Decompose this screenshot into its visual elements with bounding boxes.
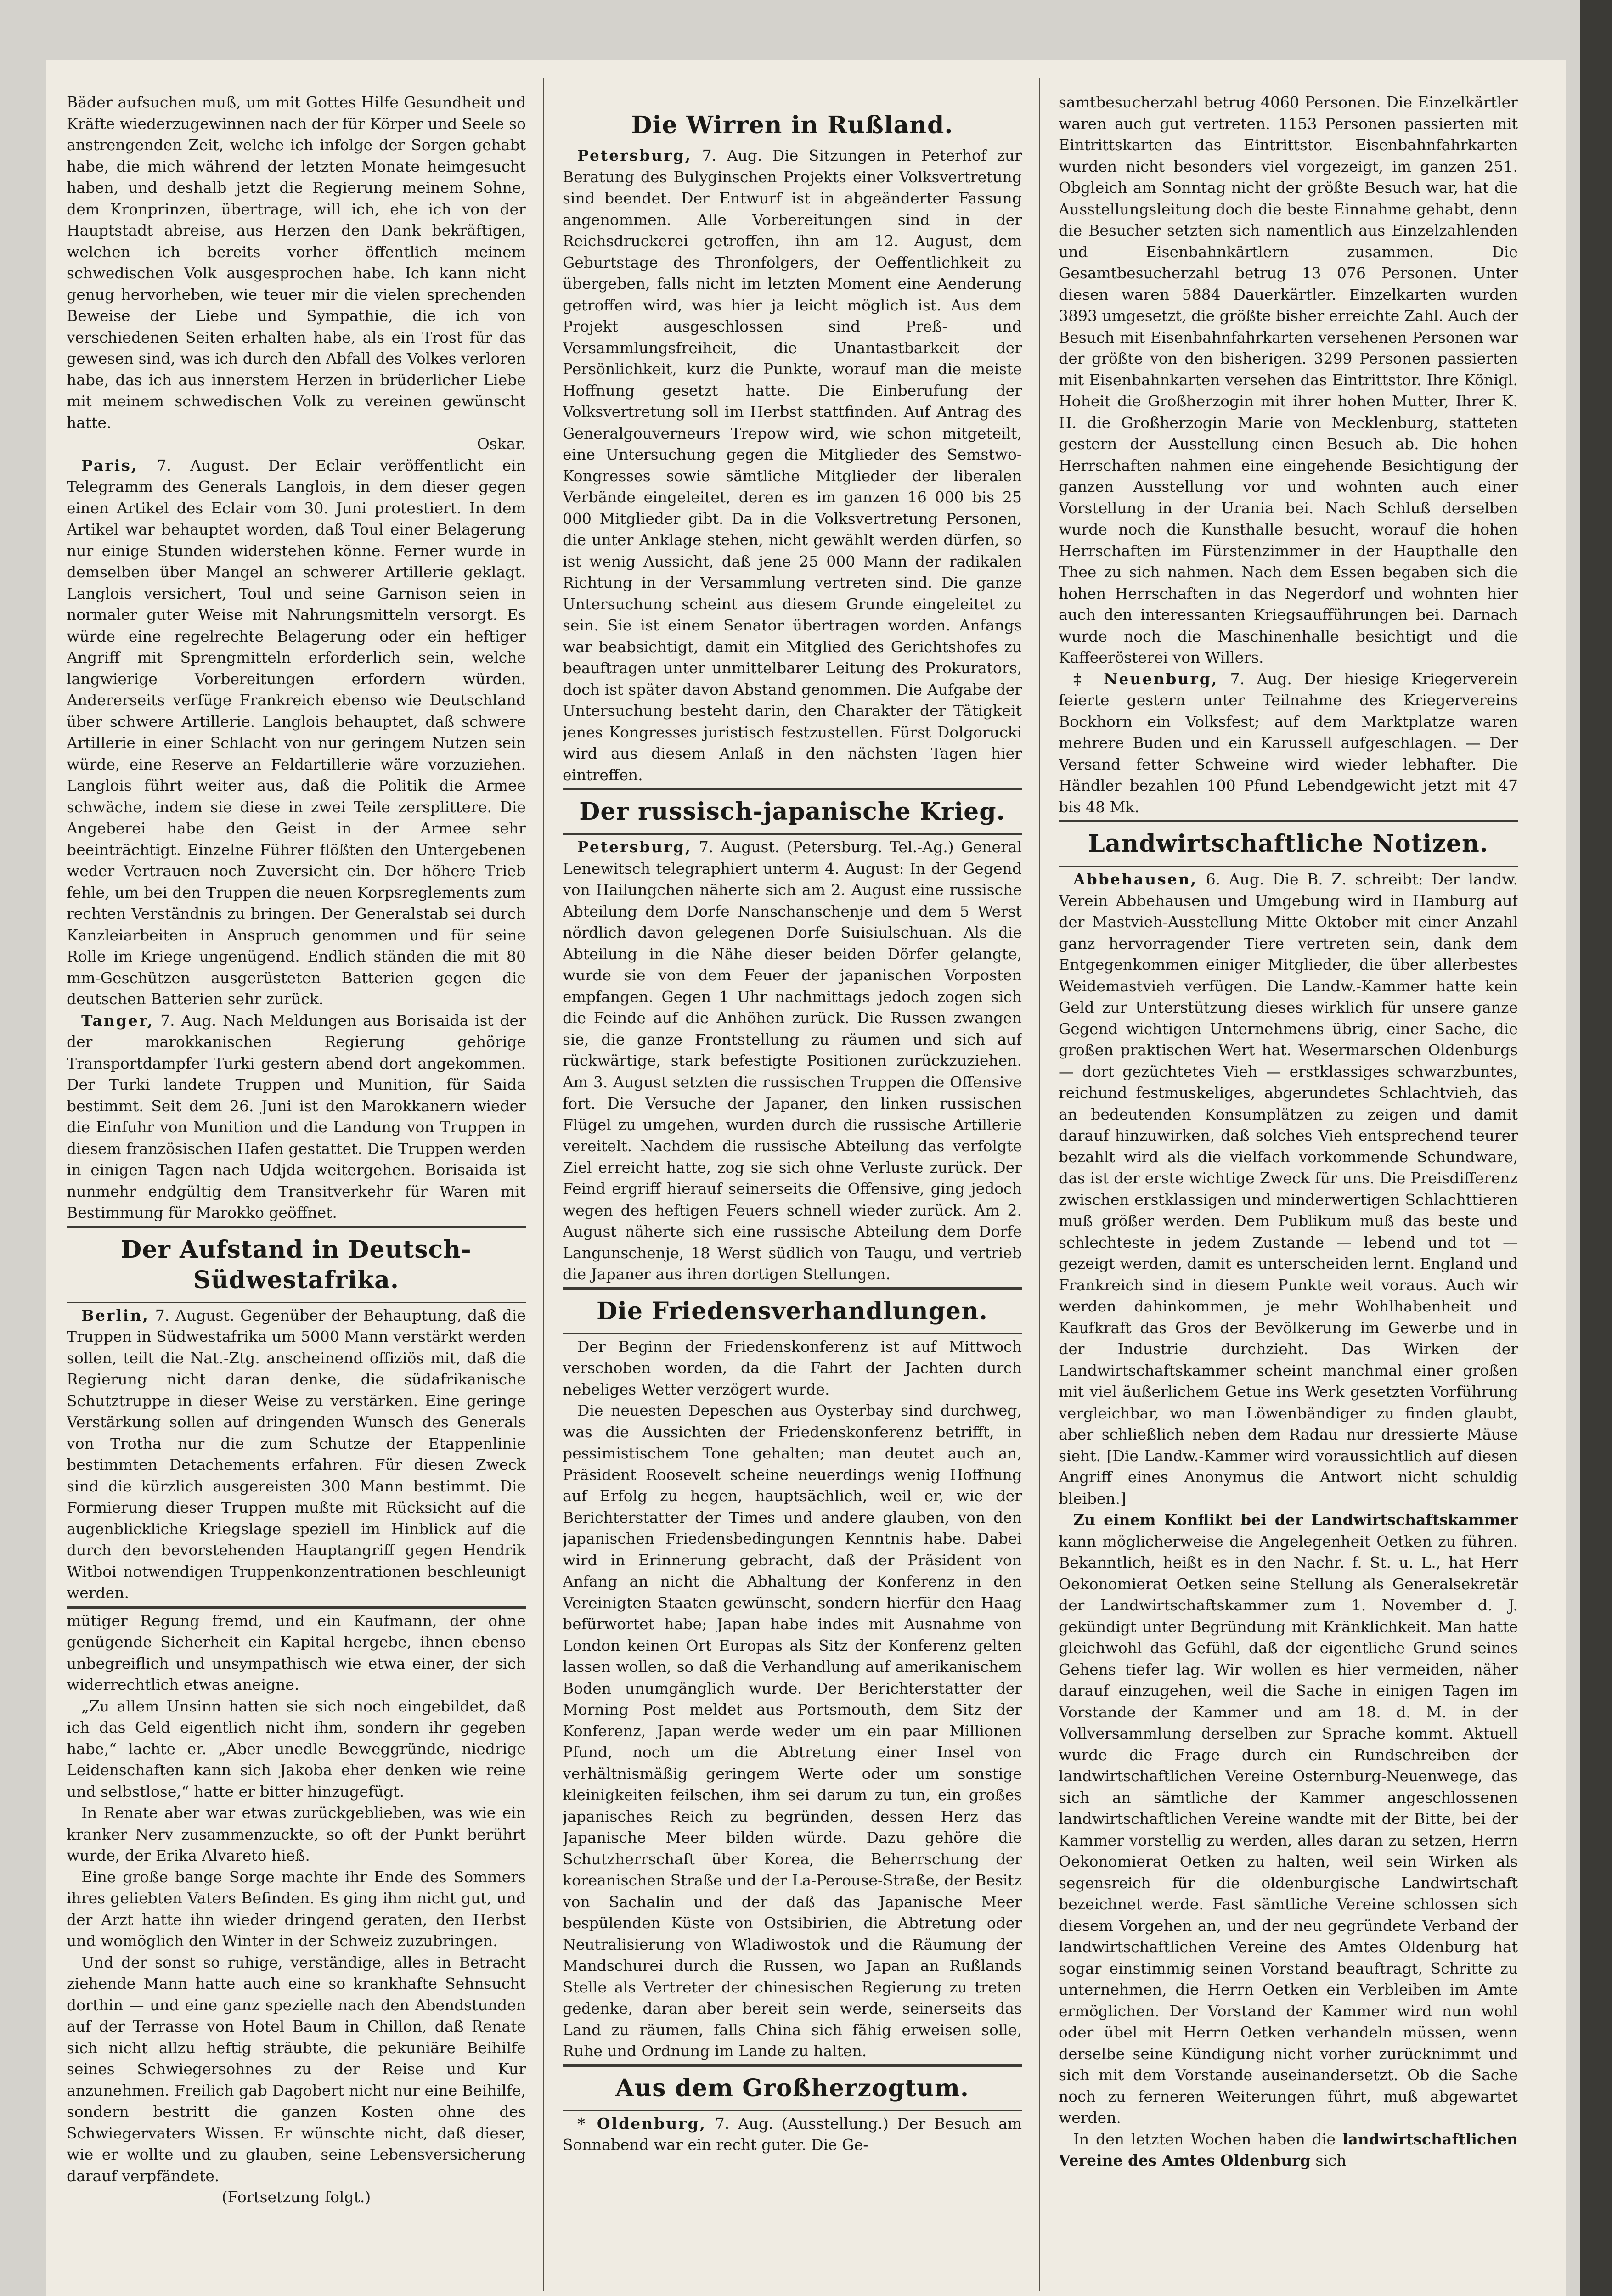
article-paragraph [67, 455, 526, 1010]
section-heading: Die Wirren in Rußland. [631, 111, 953, 139]
feuilleton-paragraph: Und der sonst so ruhige, verständige, alles in Betracht ziehende Mann hatte auch eine so krankhafte Sehnsucht dorthin — und eine ganz spezielle nach den Abendstunden auf der Terrasse von Hotel Baum in Chillon, daß Renate sich nicht allzu heftig sträubte, die pekuniäre Beihilfe seines Schwiegersohnes zu der Reise und Kur anzunehmen. Freilich gab Dagobert nicht nur eine Beihilfe, sondern bestritt die ganzen Kosten ohne des Schwiegervaters Wissen. Er wünschte nicht, daß dieser, wie er wollte und zu glauben, seine Lebensversicherung darauf verpfändete. [67, 1953, 526, 2185]
continuation-note: (Fortsetzung folgt.) [221, 2188, 371, 2206]
article-paragraph [563, 837, 1022, 1285]
dateline-place: Abbehausen, [1073, 870, 1198, 888]
section-heading: Der russisch-japanische Krieg. [579, 798, 1005, 826]
signature: Oskar. [477, 435, 526, 453]
article-text: In den letzten Wochen haben die [1073, 2130, 1336, 2148]
article-paragraph: Bäder aufsuchen muß, um mit Gottes Hilfe Gesundheit und Kräfte wiederzugewinnen nach der für Körper und Seele so anstrengenden Zeit, welche ich infolge der Sorgen gehabt habe, die mich während der letzten Monate heimgesucht haben, und deshalb jetzt die Regierung meinem Sohne, dem Kronprinzen, übertrage, will ich, ehe ich von der Hauptstadt abreise, aus Herzen den Dank bekräftigen, welchen ich bereits vorher öffentlich meinem schwedischen Volk ausgesprochen habe. Ich kann nicht genug hervorheben, wie teuer mir die vielen sprechenden Beweise der Liebe und Sympathie, die ich von verschiedenen Seiten erhalten habe, als ein Trost für das gewesen sind, was ich durch den Abfall des Volkes verloren habe, das ich aus innerstem Herzen in brüderlicher Liebe mit meinem schwedischen Volk zu vereinen gewünscht hatte. [67, 93, 526, 432]
dateline-place: Berlin, [81, 1306, 149, 1324]
article-paragraph: samtbesucherzahl betrug 4060 Personen. Die Einzelkärtler waren auch gut vertreten. 1153 Personen passierten mit Eintrittskarten das Eintrittstor. Eisenbahnfahrkarten wurden nicht besonders viel vorgezeigt, im ganzen 251. Obgleich am Sonntag nicht der größte Besuch war, hat die Ausstellungsleitung doch die beste Einnahme gehabt, denn die Besucher setzten sich namentlich aus Einzelzahlenden und Eisenbahnkärtlern zusammen. Die Gesamtbesucherzahl betrug 13 076 Personen. Unter diesen waren 5884 Dauerkärtler. Einzelkarten wurden 3893 umgesetzt, die größte bisher erreichte Zahl. Auch der Besuch mit Eisenbahnfahrkarten versehenen Personen war der größte von den bisherigen. 3299 Personen passierten mit Eisenbahnkarten versehen das Eintrittstor. Ihre Königl. Hoheit die Großherzogin mit ihrer hohen Mutter, Ihrer K. H. die Großherzogin Marie von Mecklenburg, statteten gestern der Ausstellung einen Besuch ab. Die hohen Herrschaften nahmen eine eingehende Besichtigung der ganzen Ausstellung vor und wohnten auch einer Vorstellung in der Urania bei. Nach Schluß derselben wurde noch die Kunsthalle besucht, worauf die hohen Herrschaften im Fürstenzimmer in der Haupthalle den Thee zu sich nahmen. Nach dem Essen begaben sich die hohen Herrschaften in das Negerdorf und wohnten hier auch den interessanten Kriegsaufführungen bei. Darnach wurde noch die Maschinenhalle besichtigt und die Kaffeerösterei von Willers. [1059, 93, 1518, 666]
section-rule [563, 1287, 1022, 1290]
section-rule [563, 1333, 1022, 1334]
dateline-text: 7. August. Gegenüber der Behauptung, daß die Truppen in Südwestafrika um 5000 Mann verstärkt werden sollen, teilt die Nat.-Ztg. anscheinend offiziös mit, daß die Regierung nicht daran denke, die südafrikanische Schutztruppe in dieser Weise zu verstärken. Eine geringe Verstärkung sollen auf dringenden Wunsch des Generals von Trotha nur die zum Schutze der Etappenlinie bestimmten Detachements erfahren. Für diesen Zweck sind die kürzlich ausgereisten 300 Mann bestimmt. Die Formierung dieser Truppen mußte mit Rücksicht auf die augenblickliche Kriegslage speziell im Hinblick auf die durch den bevorstehenden Hauptangriff gegen Hendrik Witboi notwendigen Truppenkonzentrationen beschleunigt werden. [67, 1306, 526, 1602]
section-rule [563, 788, 1022, 790]
feuilleton-paragraph: Eine große bange Sorge machte ihr Ende des Sommers ihres geliebten Vaters Befinden. Es ging ihm nicht gut, und der Arzt hatte ihn wieder dringend geraten, den Herbst und womöglich den Winter in der Schweiz zuzubringen. [67, 1868, 526, 1950]
article-paragraph: Der Beginn der Friedenskonferenz ist auf Mittwoch verschoben worden, da die Fahrt der Jachten durch nebeliges Wetter verzögert wurde. [563, 1337, 1022, 1398]
dateline-text: 7. Aug. (Ausstellung.) Der Besuch am Sonnabend war ein recht guter. Die Ge- [563, 2114, 1022, 2154]
dateline-text: 7. Aug. Nach Meldungen aus Borisaida ist der der marokkanischen Regierung gehörige Transportdampfer Turki gestern abend dort angekommen. Der Turki landete Truppen und Munition, für Saida bestimmt. Seit dem 26. Juni ist den Marokkanern wieder die Einfuhr von Munition und die Landung von Truppen in diesem französischen Hafen gestattet. Die Truppen werden in einigen Tagen nach Udjda weitergehen. Borisaida ist nunmehr endgültig dem Transitverkehr für Waren mit Bestimmung für Marokko geöffnet. [67, 1011, 526, 1221]
section-rule [563, 2110, 1022, 2111]
section-rule [563, 833, 1022, 835]
dateline-place: Tanger, [81, 1011, 154, 1030]
emphasis-text: landwirtschaftlichen Vereine des Amtes Oldenburg [1059, 2130, 1518, 2169]
article-paragraph [1059, 869, 1518, 1509]
dateline-text: 7. August. (Petersburg. Tel.-Ag.) General Lenewitsch telegraphiert unterm 4. August: In der Gegend von Hailungchen näherte sich am 2. August eine russische Abteilung dem Dorfe Nanschanschenje und dem 5 Werst nördlich davon gelegenen Dorfe Suisiulschuan. Als die Abteilung in die Nähe dieser beiden Dörfer gelangte, wurde sie von dem Feuer der japanischen Vorposten empfangen. Gegen 1 Uhr nachmittags jedoch zogen sich die Feinde auf die Anhöhen zurück. Die Russen zwangen sie, die ganze Frontstellung zu räumen und sich auf rückwärtige, stark befestigte Positionen zurückzuziehen. Am 3. August setzten die russischen Truppen die Offensive fort. Die Versuche der Japaner, den linken russischen Flügel zu umgehen, wurden durch die russische Artillerie vereitelt. Nachdem die russische Abteilung das verfolgte Ziel erreicht hatte, zog sie sich ohne Verluste zurück. Der Feind ergriff hierauf seinerseits die Offensive, ging jedoch wegen des heftigen Feuers schnell wieder zurück. Am 2. August näherte sich eine russische Abteilung dem Dorfe Langunschenje, 18 Werst südlich von Taugu, und vertrieb die Japaner aus ihren dortigen Stellungen. [563, 838, 1022, 1283]
section-heading: Der Aufstand in Deutsch-Südwestafrika. [121, 1235, 472, 1294]
dateline-text: 7. Aug. Die Sitzungen in Peterhof zur Beratung des Bulyginschen Projekts einer Volksvertretung sind beendet. Der Entwurf ist in abgeänderter Fassung angenommen. Alle Vorbereitungen sind in der Reichsdruckerei getroffen, ihn am 12. August, dem Geburtstage des Thronfolgers, der Oeffentlichkeit zu übergeben, falls nicht im letzten Moment eine Aenderung getroffen wird, was hier ja leicht möglich ist. Aus dem Projekt ausgeschlossen sind Preß- und Versammlungsfreiheit, die Unantastbarkeit der Persönlichkeit, kurz die Punkte, worauf man die meiste Hoffnung gesetzt hatte. Die Einberufung der Volksvertretung soll im Herbst stattfinden. Auf Antrag des Generalgouverneurs Trepow wird, wie schon mitgeteilt, eine Untersuchung gegen die Mitglieder des Semstwo-Kongresses sowie sämtliche Mitglieder der liberalen Verbände eingeleitet, deren es im ganzen 16 000 bis 25 000 Mitglieder gibt. Da in die Volksvertretung Personen, die unter Anklage stehen, nicht gewählt werden dürfen, so ist wenig Aussicht, daß jene 25 000 Mann der radikalen Richtung in der Versammlung vertreten sind. Die ganze Untersuchung scheint aus diesem Grunde eingeleitet zu sein. Sie ist einem Senator übertragen worden. Anfangs war beabsichtigt, damit ein Mitglied des Gerichtshofes zu beauftragen unter unmittelbarer Leitung des Prokurators, doch ist später davon Abstand genommen. Die Aufgabe der Untersuchung besteht darin, den Charakter der Tätigkeit jenes Kongresses juristisch festzustellen. Fürst Dolgorucki wird aus diesem Anlaß in den nächsten Tagen hier eintreffen. [563, 146, 1022, 784]
section-heading: Die Friedensverhandlungen. [597, 1297, 988, 1325]
column-rule [543, 78, 544, 2291]
article-text: kann möglicherweise die Angelegenheit Oetken zu führen. Bekanntlich, heißt es in den Nachr. f. St. u. L., hat Herr Oekonomierat Oetken seine Stellung als Generalsekretär der Landwirtschaftskammer zum 1. November d. J. gekündigt unter Begründung mit Kränklichkeit. Man hatte gleichwohl das Gefühl, daß der eigentliche Grund seines Gehens tiefer lag. Wir wollen es hier vermeiden, näher darauf einzugehen, weil die Sache in einigen Tagen im Vorstande der Kammer und am 18. d. M. in der Vollversammlung derselben zur Sprache kommt. Aktuell wurde die Frage durch ein Rundschreiben der landwirtschaftlichen Vereine Osternburg-Neuenwege, das sich an sämtliche der Kammer angeschlossenen landwirtschaftlichen Vereine wandte mit der Bitte, bei der Kammer vorstellig zu werden, alles daran zu setzen, Herrn Oekonomierat Oetken zu halten, weil sein Wirken als segensreich für die oldenburgische Landwirtschaft bezeichnet werde. Fast sämtliche Vereine schlossen sich diesem Vorgehen an, und der neu gegründete Verband der landwirtschaftlichen Vereine des Amtes Oldenburg hat sogar einstimmig seinen Vorstand beauftragt, Schritte zu unternehmen, die Herrn Oetken ein Verbleiben im Amte ermöglichen. Der Vorstand der Kammer wird nun wohl oder übel mit Herrn Oetken verhandeln müssen, wenn derselbe seine Kündigung nicht vorher zurücknimmt und sich mit dem Vorstande auseinandersetzt. Ob die Sache noch zu ferneren Weiterungen führt, muß abgewartet werden. [1059, 1532, 1518, 2127]
feuilleton-paragraph: mütiger Regung fremd, und ein Kaufmann, der ohne genügende Sicherheit ein Kapital hergebe, ihnen ebenso unbegreiflich und unsympathisch wie etwa einer, der sich widerrechtlich etwas aneigne. [67, 1611, 526, 1694]
article-paragraph [67, 1305, 526, 1604]
column-right [1059, 92, 1518, 2296]
article-paragraph [1059, 1509, 1518, 2129]
section-rule [67, 1302, 526, 1303]
newspaper-page [46, 60, 1566, 2296]
dateline-text: 7. August. Der Eclair veröffentlicht ein Telegramm des Generals Langlois, in dem dieser gegen einen Artikel des Eclair vom 30. Juni protestiert. In dem Artikel war behauptet worden, daß Toul einer Belagerung nur einige Stunden widerstehen könne. Ferner wurde in demselben über Mangel an schwerer Artillerie geklagt. Langlois versichert, Toul und seine Garnison seien in normaler guter Weise mit Nahrungsmitteln versorgt. Es würde eine regelrechte Belagerung oder ein heftiger Angriff mit Sprengmitteln erforderlich sein, welche langwierige Vorbereitungen erfordern würden. Andererseits verfüge Frankreich ebenso wie Deutschland über schwere Artillerie. Langlois behauptet, daß schwere Artillerie in einer Schlacht von nur geringem Nutzen sein würde, eine Reserve an Feldartillerie wäre vorzuziehen. Langlois führt weiter aus, daß die Politik die Armee schwäche, indem sie diese in zwei Teile zersplittere. Die Angeberei habe den Geist in der Armee sehr beeinträchtigt. Einzelne Führer flößten den Untergebenen weder Vertrauen noch Zuversicht ein. Der höhere Trieb fehle, um bei den Truppen die neuen Korpsreglements zum rechten Verständnis zu bringen. Der Generalstab sei durch Kanzleiarbeiten in Anspruch genommen und für seine Rolle im Kriege ungenügend. Endlich ständen die mit 80 mm-Geschützen ausgerüsteten Batterien gegen die deutschen Batterien sehr zurück. [67, 456, 526, 1008]
column-left [67, 92, 526, 2296]
emphasis-text: Zu einem Konflikt bei der Landwirtschaftskammer [1073, 1511, 1518, 1529]
dateline-text: 7. Aug. Der hiesige Kriegerverein feierte gestern unter Teilnahme des Kriegervereins Bockhorn ein Volksfest; auf dem Marktplatze waren mehrere Buden und ein Karussell aufgeschlagen. — Der Versand fetter Schweine wird wieder lebhafter. Die Händler bezahlen 100 Pfund Lebendgewicht jetzt mit 47 bis 48 Mk. [1059, 670, 1518, 816]
feuilleton-paragraph: „Zu allem Unsinn hatten sie sich noch eingebildet, daß ich das Geld eigentlich nicht ihm, sondern ihr gegeben habe,“ lachte er. „Aber unedle Beweggründe, niedrige Leidenschaften kann sich Jakoba eher denken wie reine und selbstlose,“ hatte er bitter hinzugefügt. [67, 1697, 526, 1801]
dateline-text: 6. Aug. Die B. Z. schreibt: Der landw. Verein Abbehausen und Umgebung wird in Hamburg auf der Mastvieh-Ausstellung Mitte Oktober mit einer Anzahl ganz hervorragender Tiere vertreten sein, dank dem Entgegenkommen einiger Mitglieder, die über allerbestes Weidemastvieh verfügen. Die Landw.-Kammer hatte kein Geld zur Unterstützung dieses wirklich für unsere ganze Gegend wichtigen Unternehmens übrig, einer Sache, die großen praktischen Wert hat. Wesermarschen Oldenburgs — dort gezüchtetes Vieh — erstklassiges schwarzbuntes, reichund festmuskeliges, abgerundetes Schlachtvieh, das an bedeutenden Konsumplätzen zu zeigen und damit darauf hinzuwirken, daß solches Vieh entsprechend teurer bezahlt wird als die vielfach vorkommende Schundware, das ist der erste wichtige Zweck für uns. Die Preisdifferenz zwischen erstklassigen und minderwertigen Schlachttieren muß größer werden. Dem Publikum muß das beste und schlechteste in jedem Zustande — lebend und tot — gezeigt werden, damit es unterscheiden lernt. England und Frankreich sind in diesem Punkte weit voraus. Auch wir werden dahinkommen, je mehr Wohlhabenheit und Kaufkraft das Gros der Bevölkerung im Gewerbe und in der Industrie durchzieht. Das Wirken der Landwirtschaftskammer scheint manchmal einer großen mit viel äußerlichem Getue ins Werk gesetzten Vorführung vergleichbar, wo man Löwenbändiger zu finden glaubt, aber schließlich neben dem Radau nur dressierte Mäuse sieht. [Die Landw.-Kammer wird voraussichtlich auf diesen Angriff eines Anonymus die Antwort nicht schuldig bleiben.] [1059, 870, 1518, 1508]
dateline-place: Petersburg, [577, 146, 692, 164]
dateline-place: ‡ Neuenburg, [1073, 670, 1218, 688]
section-rule [67, 1226, 526, 1228]
dateline-place: * Oldenburg, [577, 2114, 707, 2133]
article-paragraph [563, 145, 1022, 786]
article-paragraph: Die neuesten Depeschen aus Oysterbay sind durchweg, was die Aussichten der Friedenskonferenz betrifft, in pessimistischem Tone gehalten; man deutet auch an, Präsident Roosevelt scheine neuerdings wenig Hoffnung auf Erfolg zu hegen, hauptsächlich, weil er, wie der Berichterstatter der Times und andere glauben, von den japanischen Friedensbedingungen Kenntnis habe. Dabei wird in Erinnerung gebracht, daß der Präsident von Anfang an nicht die Abhaltung der Konferenz in den Vereinigten Staaten gewünscht, sondern hierfür den Haag befürwortet habe; Japan habe indes mit Ausnahme von London keinen Ort Europas als Sitz der Konferenz gelten lassen wollen, so daß die Verhandlung auf amerikanischem Boden unumgänglich wurde. Der Berichterstatter der Morning Post meldet aus Portsmouth, dem Sitz der Konferenz, Japan werde weder um ein paar Millionen Pfund, noch um die Abtretung einer Insel von verhältnismäßig geringem Werte oder um sonstige kleinigkeiten feilschen, ihm sei darum zu tun, ein großes japanisches Reich zu begründen, dessen Herz das Japanische Meer bilden würde. Dazu gehöre die Schutzherrschaft über Korea, die Beherrschung der koreanischen Straße und der La-Perouse-Straße, der Besitz von Sachalin und der daß das Japanische Meer bespülenden Küste von Ostsibirien, die Abtretung oder Neutralisierung von Wladiwostok und die Räumung der Mandschurei durch die Russen, wo Japan an Rußlands Stelle als Vertreter der chinesischen Regierung zu treten gedenke, daran aber bereit sein werde, seinerseits das Land zu räumen, falls China sich fähig erweisen solle, Ruhe und Ordnung im Lande zu halten. [563, 1401, 1022, 2060]
article-paragraph [67, 1010, 526, 1224]
section-rule [563, 2064, 1022, 2067]
article-text: sich [1315, 2151, 1347, 2169]
section-rule [1059, 820, 1518, 822]
feuilleton-paragraph: In Renate aber war etwas zurückgeblieben, was wie ein kranker Nerv zusammenzuckte, so oft der Punkt berührt wurde, der Erika Alvareto hieß. [67, 1804, 526, 1864]
scan-edge [1580, 0, 1612, 2296]
section-heading: Aus dem Großherzogtum. [615, 2074, 969, 2102]
article-paragraph [563, 2113, 1022, 2156]
dateline-place: Petersburg, [577, 838, 692, 856]
section-rule [1059, 866, 1518, 867]
feuilleton-rule [67, 1606, 526, 1609]
article-paragraph [1059, 2129, 1518, 2172]
column-rule [1039, 78, 1040, 2291]
section-heading: Landwirtschaftliche Notizen. [1088, 830, 1488, 858]
article-paragraph [1059, 669, 1518, 818]
dateline-place: Paris, [81, 456, 138, 474]
column-middle [563, 92, 1022, 2296]
